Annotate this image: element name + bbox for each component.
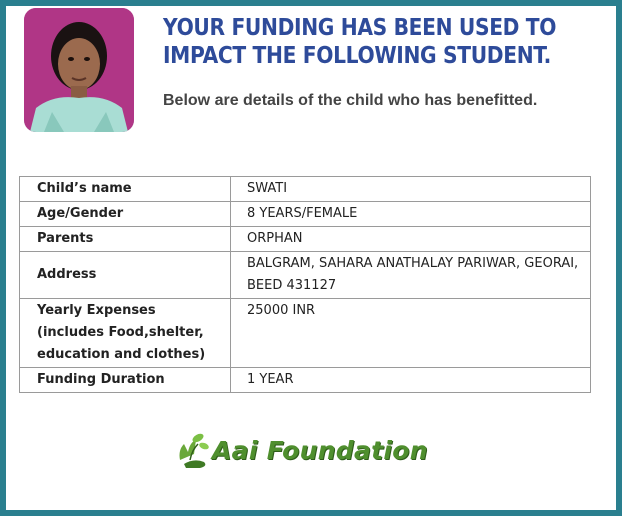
detail-label: Yearly Expenses (includes Food,shelter, education and clothes): [20, 299, 231, 368]
child-details-table: [19, 176, 591, 393]
child-photo: [24, 8, 134, 132]
detail-value: BALGRAM, SAHARA ANATHALAY PARIWAR, GEORAI, BEED 431127: [231, 252, 591, 299]
subheading: Below are details of the child who has benefitted.: [163, 92, 538, 109]
aai-foundation-logo: [172, 428, 442, 478]
table-row: [20, 202, 591, 227]
detail-value: 1 YEAR: [231, 368, 591, 393]
table-row: [20, 177, 591, 202]
table-row: [20, 252, 591, 299]
detail-label: Child’s name: [20, 177, 231, 202]
hand-with-leaves-logo-icon: [174, 430, 214, 470]
detail-label: Age/Gender: [20, 202, 231, 227]
child-portrait-icon: [24, 8, 134, 132]
table-row: [20, 227, 591, 252]
table-row: [20, 299, 591, 368]
detail-label: Funding Duration: [20, 368, 231, 393]
detail-label: Parents: [20, 227, 231, 252]
table-row: [20, 368, 591, 393]
logo-name: Aai Foundation: [212, 436, 428, 465]
detail-value: SWATI: [231, 177, 591, 202]
detail-value: 8 YEARS/FEMALE: [231, 202, 591, 227]
detail-label: Address: [20, 252, 231, 299]
detail-value: 25000 INR: [231, 299, 591, 368]
detail-value: ORPHAN: [231, 227, 591, 252]
headline: YOUR FUNDING HAS BEEN USED TO IMPACT THE FOLLOWING STUDENT.: [163, 15, 557, 69]
